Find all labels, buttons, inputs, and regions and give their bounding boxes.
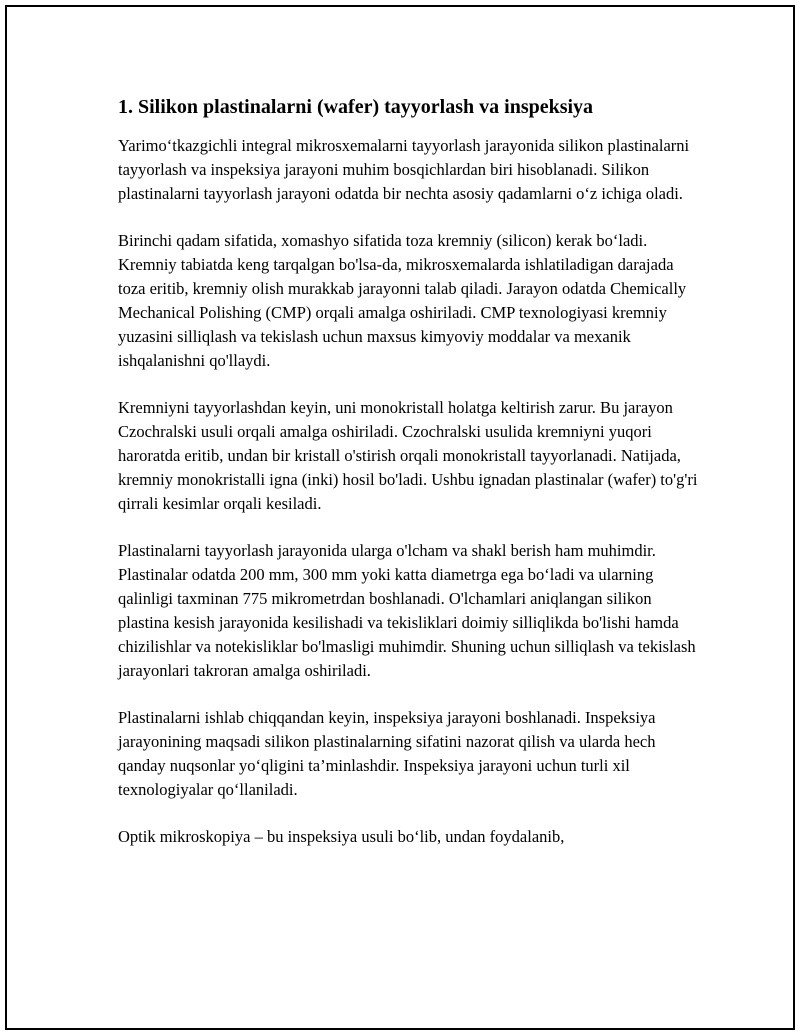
paragraph-intro: Yarimo‘tkazgichli integral mikrosxemalarni tayyorlash jarayonida silikon plastinalarni tayyorlash va inspeksiya jarayoni muhim bosqichlardan biri hisoblanadi. Silikon plastinalarni tayyorlash jarayoni odatda bir nechta asosiy qadamlarni o‘z ichiga oladi. [118,136,690,203]
section-heading: 1. Silikon plastinalarni (wafer) tayyorlash va inspeksiya [118,96,594,118]
document-body [118,94,698,872]
paragraph-wafer-dimensions: Plastinalarni tayyorlash jarayonida ularga o'lcham va shakl berish ham muhimdir. Plastinalar odatda 200 mm, 300 mm yoki katta diametrga ega bo‘ladi va ularning qalinligi taxminan 775 mikrometrdan boshlanadi. O'lchamlari aniqlangan silikon plastina kesish jarayonida kesilishadi va tekisliklari doimiy silliqlikda bo'lishi hamda chizilishlar va notekisliklar bo'lmasligi muhimdir. Shuning uchun silliqlash va tekislash jarayonlari takroran amalga oshiriladi. [118,541,696,680]
paragraph-optical-microscopy: Optik mikroskopiya – bu inspeksiya usuli bo‘lib, undan foydalanib, [118,827,565,846]
paragraph-inspection: Plastinalarni ishlab chiqqandan keyin, inspeksiya jarayoni boshlanadi. Inspeksiya jarayonining maqsadi silikon plastinalarning sifatini nazorat qilish va ularda hech qanday nuqsonlar yo‘qligini ta’minlashdir. Inspeksiya jarayoni uchun turli xil texnologiyalar qo‘llaniladi. [118,708,656,799]
paragraph-czochralski: Kremniyni tayyorlashdan keyin, uni monokristall holatga keltirish zarur. Bu jarayon Czochralski usuli orqali amalga oshiriladi. Czochralski usulida kremniyni yuqori haroratda eritib, undan bir kristall o'stirish orqali monokristall tayyorlanadi. Natijada, kremniy monokristalli igna (inki) hosil bo'ladi. Ushbu ignadan plastinalar (wafer) to'g'ri qirrali kesimlar orqali kesiladi. [118,398,698,513]
paragraph-raw-silicon: Birinchi qadam sifatida, xomashyo sifatida toza kremniy (silicon) kerak bo‘ladi. Kremniy tabiatda keng tarqalgan bo'lsa-da, mikrosxemalarda ishlatiladigan darajada toza eritib, kremniy olish murakkab jarayonni talab qiladi. Jarayon odatda Chemically Mechanical Polishing (CMP) orqali amalga oshiriladi. CMP texnologiyasi kremniy yuzasini silliqlash va tekislash uchun maxsus kimyoviy moddalar va mexanik ishqalanishni qo'llaydi. [118,231,687,370]
